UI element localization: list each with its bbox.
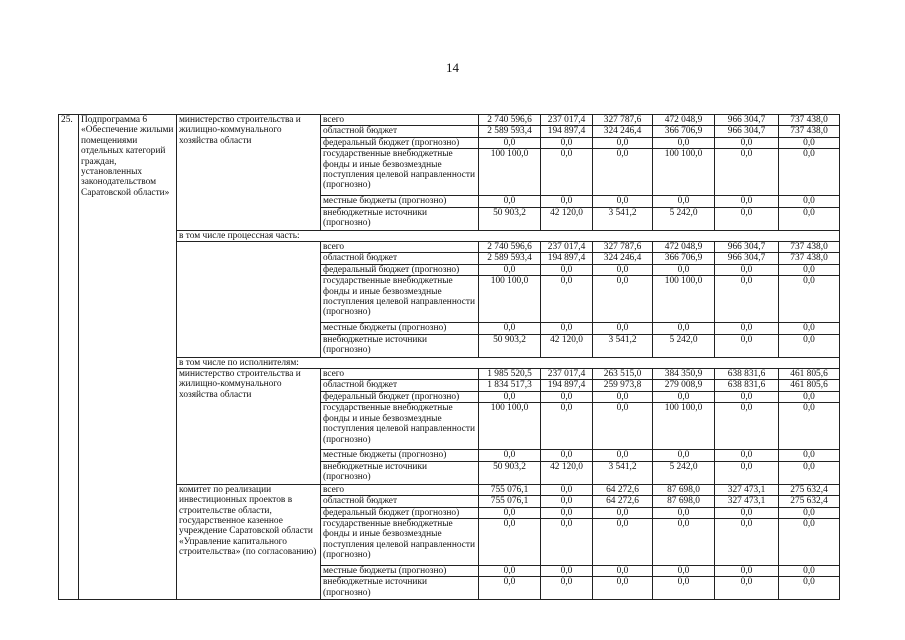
value-cell: 2 740 596,6: [479, 115, 541, 126]
value-cell: 194 897,4: [541, 380, 593, 391]
value-cell: 0,0: [715, 207, 779, 230]
value-cell: 0,0: [715, 507, 779, 518]
value-cell: 0,0: [653, 565, 715, 576]
value-cell: 737 438,0: [779, 253, 840, 264]
value-cell: 87 698,0: [653, 484, 715, 495]
value-cell: 0,0: [541, 391, 593, 402]
value-cell: 966 304,7: [715, 126, 779, 137]
table-row: [59, 484, 840, 495]
value-cell: 0,0: [593, 149, 653, 196]
value-cell: 0,0: [479, 450, 541, 461]
value-cell: 0,0: [715, 276, 779, 323]
source-cell: федеральный бюджет (прогнозно): [321, 137, 479, 148]
value-cell: 0,0: [653, 507, 715, 518]
value-cell: 384 350,9: [653, 369, 715, 380]
value-cell: 0,0: [593, 276, 653, 323]
source-cell: местные бюджеты (прогнозно): [321, 196, 479, 207]
value-cell: 5 242,0: [653, 334, 715, 357]
value-cell: 275 632,4: [779, 496, 840, 507]
value-cell: 638 831,6: [715, 369, 779, 380]
value-cell: 0,0: [541, 403, 593, 450]
value-cell: 3 541,2: [593, 334, 653, 357]
value-cell: 64 272,6: [593, 484, 653, 495]
value-cell: 0,0: [479, 196, 541, 207]
value-cell: 755 076,1: [479, 484, 541, 495]
value-cell: 638 831,6: [715, 380, 779, 391]
value-cell: 327 787,6: [593, 115, 653, 126]
value-cell: 42 120,0: [541, 207, 593, 230]
value-cell: 0,0: [715, 450, 779, 461]
value-cell: 0,0: [715, 137, 779, 148]
table-row: [59, 369, 840, 380]
value-cell: 0,0: [779, 577, 840, 600]
value-cell: 100 100,0: [479, 149, 541, 196]
value-cell: 0,0: [479, 264, 541, 275]
row-number-cell: 25.: [59, 115, 79, 600]
value-cell: 0,0: [779, 323, 840, 334]
value-cell: 737 438,0: [779, 242, 840, 253]
value-cell: 0,0: [541, 323, 593, 334]
value-cell: 0,0: [779, 196, 840, 207]
value-cell: 0,0: [715, 565, 779, 576]
funding-table: [58, 114, 840, 600]
value-cell: 0,0: [715, 577, 779, 600]
value-cell: 0,0: [593, 450, 653, 461]
value-cell: 1 985 520,5: [479, 369, 541, 380]
value-cell: 0,0: [653, 450, 715, 461]
value-cell: 0,0: [541, 484, 593, 495]
value-cell: 0,0: [715, 518, 779, 565]
value-cell: 0,0: [479, 137, 541, 148]
section-header: в том числе по исполнителям:: [177, 357, 840, 368]
value-cell: 0,0: [593, 137, 653, 148]
value-cell: 737 438,0: [779, 126, 840, 137]
value-cell: 0,0: [593, 507, 653, 518]
value-cell: 259 973,8: [593, 380, 653, 391]
value-cell: 42 120,0: [541, 461, 593, 484]
value-cell: 100 100,0: [653, 276, 715, 323]
value-cell: 100 100,0: [653, 149, 715, 196]
value-cell: 327 473,1: [715, 496, 779, 507]
value-cell: 0,0: [779, 276, 840, 323]
value-cell: 50 903,2: [479, 207, 541, 230]
value-cell: 0,0: [479, 323, 541, 334]
value-cell: 0,0: [715, 391, 779, 402]
source-cell: государственные внебюджетные фонды и иные безвозмездные поступления целевой направленности (прогнозно): [321, 403, 479, 450]
value-cell: 87 698,0: [653, 496, 715, 507]
source-cell: областной бюджет: [321, 496, 479, 507]
table-row: [59, 115, 840, 126]
value-cell: 324 246,4: [593, 126, 653, 137]
section-header: в том числе процессная часть:: [177, 230, 840, 241]
source-cell: государственные внебюджетные фонды и иные безвозмездные поступления целевой направленности (прогнозно): [321, 518, 479, 565]
value-cell: 755 076,1: [479, 496, 541, 507]
value-cell: 0,0: [715, 334, 779, 357]
value-cell: 0,0: [541, 496, 593, 507]
source-cell: областной бюджет: [321, 253, 479, 264]
value-cell: 2 589 593,4: [479, 126, 541, 137]
value-cell: 0,0: [715, 196, 779, 207]
value-cell: 194 897,4: [541, 253, 593, 264]
value-cell: 0,0: [715, 403, 779, 450]
value-cell: 966 304,7: [715, 115, 779, 126]
value-cell: 0,0: [779, 461, 840, 484]
value-cell: 461 805,6: [779, 369, 840, 380]
value-cell: 0,0: [593, 577, 653, 600]
value-cell: 0,0: [541, 577, 593, 600]
source-cell: всего: [321, 369, 479, 380]
value-cell: 0,0: [479, 507, 541, 518]
value-cell: 0,0: [593, 403, 653, 450]
source-cell: федеральный бюджет (прогнозно): [321, 507, 479, 518]
value-cell: 0,0: [653, 518, 715, 565]
source-cell: всего: [321, 484, 479, 495]
value-cell: 50 903,2: [479, 461, 541, 484]
value-cell: 5 242,0: [653, 207, 715, 230]
value-cell: 0,0: [593, 264, 653, 275]
value-cell: 0,0: [779, 207, 840, 230]
value-cell: 0,0: [541, 137, 593, 148]
value-cell: 0,0: [779, 334, 840, 357]
value-cell: 263 515,0: [593, 369, 653, 380]
source-cell: федеральный бюджет (прогнозно): [321, 264, 479, 275]
value-cell: 237 017,4: [541, 115, 593, 126]
source-cell: внебюджетные источники (прогнозно): [321, 577, 479, 600]
value-cell: 0,0: [593, 196, 653, 207]
value-cell: 0,0: [779, 518, 840, 565]
value-cell: 0,0: [479, 565, 541, 576]
value-cell: 327 473,1: [715, 484, 779, 495]
value-cell: 0,0: [715, 149, 779, 196]
value-cell: 50 903,2: [479, 334, 541, 357]
value-cell: 0,0: [593, 565, 653, 576]
value-cell: 737 438,0: [779, 115, 840, 126]
value-cell: 472 048,9: [653, 242, 715, 253]
value-cell: 64 272,6: [593, 496, 653, 507]
value-cell: 0,0: [779, 137, 840, 148]
value-cell: 0,0: [541, 149, 593, 196]
value-cell: 100 100,0: [479, 403, 541, 450]
value-cell: 0,0: [541, 264, 593, 275]
value-cell: 3 541,2: [593, 207, 653, 230]
value-cell: 461 805,6: [779, 380, 840, 391]
value-cell: 0,0: [593, 518, 653, 565]
subprogram-cell: Подпрограмма 6 «Обеспечение жилыми помещениями отдельных категорий граждан, установленных законодательством Саратовской области»: [79, 115, 177, 600]
source-cell: областной бюджет: [321, 380, 479, 391]
source-cell: внебюджетные источники (прогнозно): [321, 334, 479, 357]
value-cell: 100 100,0: [653, 403, 715, 450]
value-cell: 5 242,0: [653, 461, 715, 484]
value-cell: 366 706,9: [653, 126, 715, 137]
value-cell: 0,0: [653, 577, 715, 600]
value-cell: 0,0: [479, 577, 541, 600]
executor-cell: министерство строительства и жилищно-коммунального хозяйства области: [177, 115, 321, 231]
value-cell: 327 787,6: [593, 242, 653, 253]
value-cell: 366 706,9: [653, 253, 715, 264]
value-cell: 0,0: [541, 450, 593, 461]
source-cell: областной бюджет: [321, 126, 479, 137]
source-cell: внебюджетные источники (прогнозно): [321, 461, 479, 484]
value-cell: 0,0: [653, 137, 715, 148]
value-cell: 0,0: [653, 264, 715, 275]
value-cell: 0,0: [593, 391, 653, 402]
value-cell: 0,0: [715, 461, 779, 484]
source-cell: государственные внебюджетные фонды и иные безвозмездные поступления целевой направленности (прогнозно): [321, 149, 479, 196]
value-cell: 0,0: [653, 323, 715, 334]
value-cell: 0,0: [779, 149, 840, 196]
section-header-row: [59, 357, 840, 368]
value-cell: 0,0: [593, 323, 653, 334]
executor-cell: министерство строительства и жилищно-коммунального хозяйства области: [177, 369, 321, 485]
value-cell: 237 017,4: [541, 242, 593, 253]
value-cell: 966 304,7: [715, 242, 779, 253]
source-cell: федеральный бюджет (прогнозно): [321, 391, 479, 402]
value-cell: 0,0: [479, 518, 541, 565]
source-cell: местные бюджеты (прогнозно): [321, 450, 479, 461]
value-cell: 0,0: [541, 276, 593, 323]
value-cell: 0,0: [715, 264, 779, 275]
page-number: 14: [446, 60, 459, 75]
value-cell: 324 246,4: [593, 253, 653, 264]
value-cell: 42 120,0: [541, 334, 593, 357]
value-cell: 2 589 593,4: [479, 253, 541, 264]
executor-cell: комитет по реализации инвестиционных проектов в строительстве области, государственное казенное учреждение Саратовской области «Управление капитального строительства» (по согласованию): [177, 484, 321, 600]
value-cell: 0,0: [779, 450, 840, 461]
source-cell: всего: [321, 242, 479, 253]
value-cell: 100 100,0: [479, 276, 541, 323]
source-cell: всего: [321, 115, 479, 126]
value-cell: 1 834 517,3: [479, 380, 541, 391]
value-cell: 279 008,9: [653, 380, 715, 391]
executor-cell: [177, 242, 321, 358]
value-cell: 275 632,4: [779, 484, 840, 495]
value-cell: 0,0: [541, 565, 593, 576]
source-cell: государственные внебюджетные фонды и иные безвозмездные поступления целевой направленности (прогнозно): [321, 276, 479, 323]
table-row: [59, 242, 840, 253]
value-cell: 0,0: [541, 518, 593, 565]
value-cell: 0,0: [541, 507, 593, 518]
value-cell: 0,0: [715, 323, 779, 334]
value-cell: 2 740 596,6: [479, 242, 541, 253]
value-cell: 3 541,2: [593, 461, 653, 484]
value-cell: 0,0: [779, 507, 840, 518]
value-cell: 0,0: [479, 391, 541, 402]
source-cell: внебюджетные источники (прогнозно): [321, 207, 479, 230]
value-cell: 0,0: [779, 264, 840, 275]
section-header-row: [59, 230, 840, 241]
value-cell: 0,0: [779, 391, 840, 402]
value-cell: 194 897,4: [541, 126, 593, 137]
source-cell: местные бюджеты (прогнозно): [321, 323, 479, 334]
value-cell: 237 017,4: [541, 369, 593, 380]
value-cell: 0,0: [779, 565, 840, 576]
value-cell: 0,0: [653, 196, 715, 207]
value-cell: 472 048,9: [653, 115, 715, 126]
value-cell: 0,0: [653, 391, 715, 402]
value-cell: 0,0: [779, 403, 840, 450]
source-cell: местные бюджеты (прогнозно): [321, 565, 479, 576]
value-cell: 966 304,7: [715, 253, 779, 264]
value-cell: 0,0: [541, 196, 593, 207]
